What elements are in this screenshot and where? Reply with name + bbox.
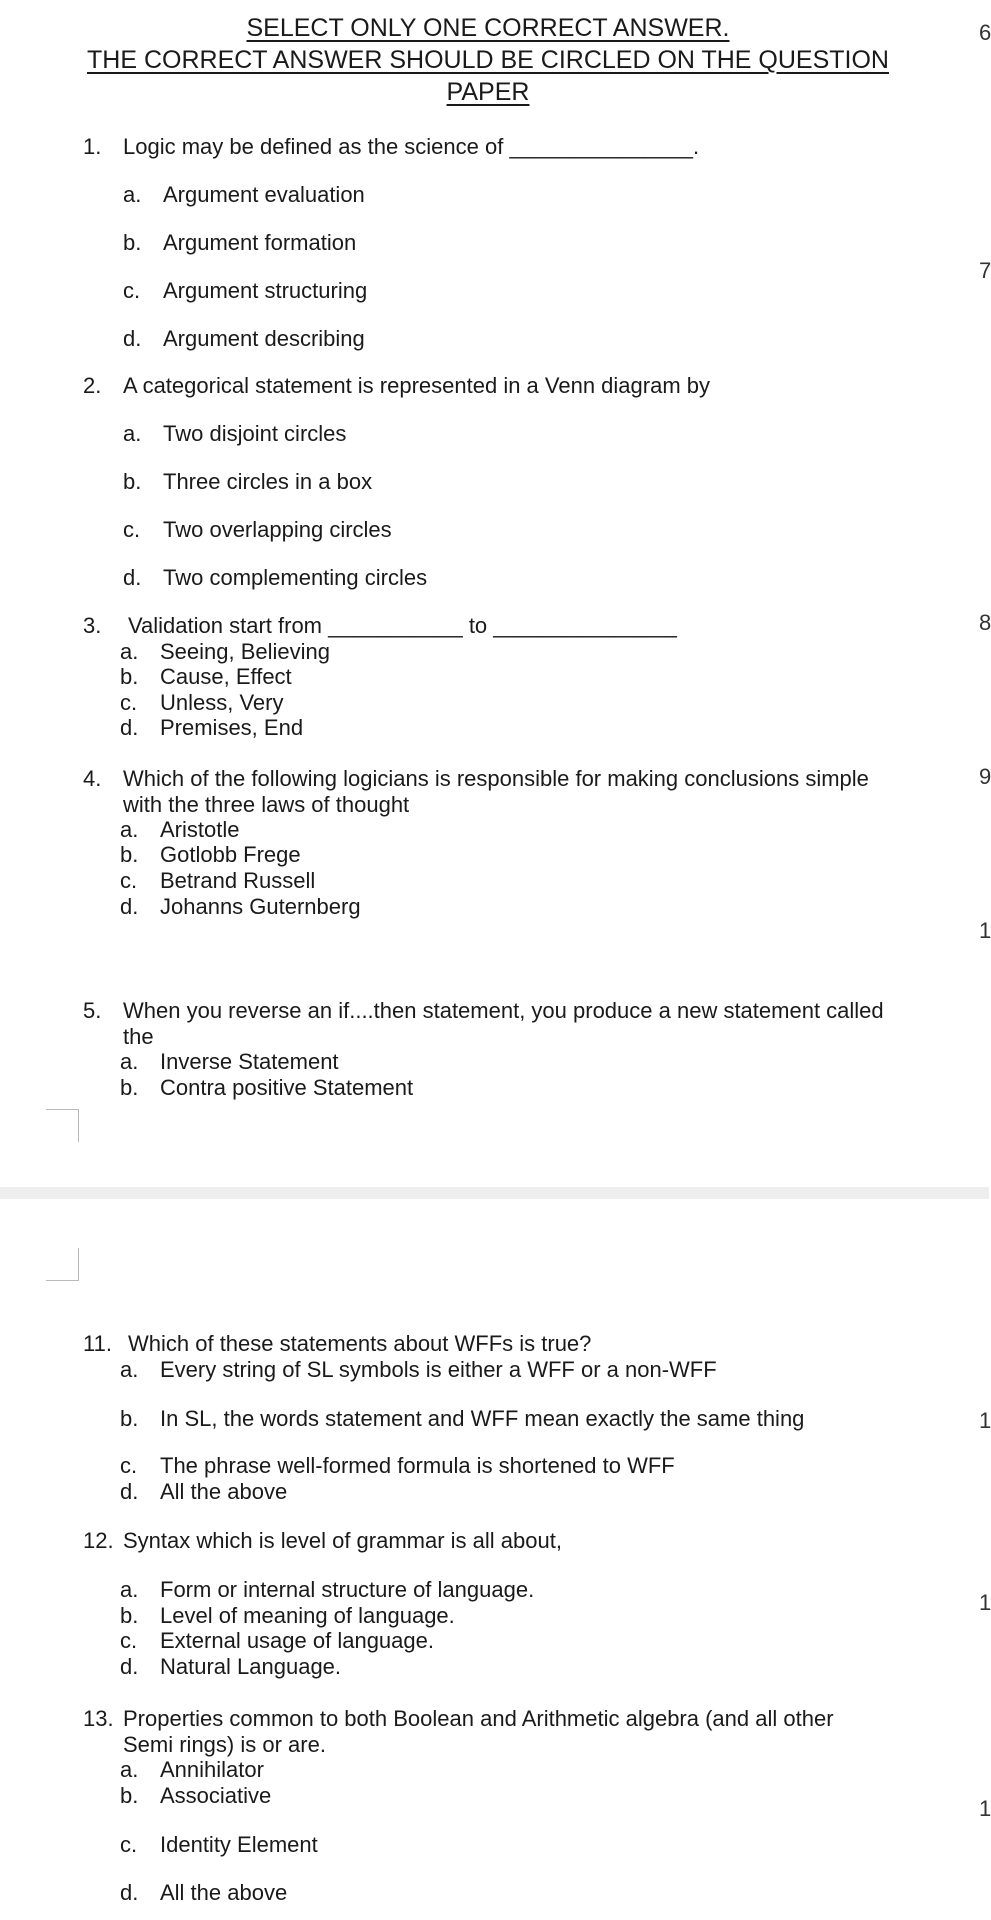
option-letter: d. bbox=[120, 894, 139, 919]
margin-mark: 1 bbox=[979, 1796, 991, 1821]
exam-instruction-line-2: THE CORRECT ANSWER SHOULD BE CIRCLED ON THE QUESTION bbox=[87, 46, 889, 74]
option-letter: d. bbox=[120, 715, 139, 740]
option-letter: b. bbox=[123, 230, 142, 255]
option-letter: c. bbox=[120, 1832, 138, 1857]
margin-mark: 6 bbox=[979, 20, 991, 45]
margin-mark: 9 bbox=[979, 764, 991, 789]
option-text: Form or internal structure of language. bbox=[160, 1577, 535, 1602]
option-letter: b. bbox=[120, 842, 139, 867]
option-text: Cause, Effect bbox=[160, 664, 292, 689]
option-text: Three circles in a box bbox=[163, 469, 373, 494]
option-text: Annihilator bbox=[160, 1757, 264, 1782]
option-letter: c. bbox=[123, 517, 141, 542]
option-letter: c. bbox=[120, 690, 138, 715]
question-text: Syntax which is level of grammar is all about, bbox=[123, 1528, 562, 1553]
option-text: External usage of language. bbox=[160, 1628, 434, 1653]
option-letter: d. bbox=[123, 326, 142, 351]
option-letter: c. bbox=[123, 278, 141, 303]
page-corner-mark bbox=[46, 1109, 79, 1142]
option-text: Level of meaning of language. bbox=[160, 1603, 455, 1628]
question-text: Validation start from ___________ to _______________ bbox=[128, 613, 677, 638]
option-letter: a. bbox=[120, 639, 139, 664]
option-text: Aristotle bbox=[160, 817, 240, 842]
option-letter: a. bbox=[123, 421, 142, 446]
question-number: 13. bbox=[83, 1706, 114, 1731]
question-text-continued: with the three laws of thought bbox=[123, 792, 410, 817]
question-text: Which of these statements about WFFs is true? bbox=[128, 1331, 592, 1356]
option-letter: d. bbox=[120, 1880, 139, 1905]
option-text: Betrand Russell bbox=[160, 868, 316, 893]
margin-mark: 1 bbox=[979, 918, 991, 943]
option-letter: d. bbox=[120, 1479, 139, 1504]
option-text: Every string of SL symbols is either a WFF or a non-WFF bbox=[160, 1357, 717, 1382]
option-letter: c. bbox=[120, 868, 138, 893]
option-text: Two overlapping circles bbox=[163, 517, 392, 542]
question-text-continued: Semi rings) is or are. bbox=[123, 1732, 326, 1757]
option-text: In SL, the words statement and WFF mean exactly the same thing bbox=[160, 1406, 805, 1431]
question-number: 3. bbox=[83, 613, 102, 638]
option-text: Identity Element bbox=[160, 1832, 318, 1857]
option-text: Premises, End bbox=[160, 715, 304, 740]
option-letter: d. bbox=[123, 565, 142, 590]
option-letter: a. bbox=[120, 1049, 139, 1074]
option-text: Inverse Statement bbox=[160, 1049, 339, 1074]
exam-instruction-line-1: SELECT ONLY ONE CORRECT ANSWER. bbox=[246, 14, 730, 42]
question-text-continued: the bbox=[123, 1024, 154, 1049]
option-text: Natural Language. bbox=[160, 1654, 342, 1679]
margin-mark: 7 bbox=[979, 258, 991, 283]
option-text: All the above bbox=[160, 1479, 288, 1504]
option-text: Argument describing bbox=[163, 326, 365, 351]
option-letter: a. bbox=[120, 817, 139, 842]
question-text: Properties common to both Boolean and Arithmetic algebra (and all other bbox=[123, 1706, 834, 1731]
option-text: Gotlobb Frege bbox=[160, 842, 301, 867]
option-text: Argument evaluation bbox=[163, 182, 365, 207]
option-letter: b. bbox=[123, 469, 142, 494]
exam-instruction-line-3: PAPER bbox=[446, 78, 530, 106]
option-text: Two disjoint circles bbox=[163, 421, 347, 446]
question-text: Logic may be defined as the science of _______________. bbox=[123, 134, 700, 159]
question-number: 11. bbox=[83, 1331, 112, 1356]
option-letter: b. bbox=[120, 664, 139, 689]
question-number: 4. bbox=[83, 766, 102, 791]
option-text: Two complementing circles bbox=[163, 565, 428, 590]
margin-mark: 1 bbox=[979, 1590, 991, 1615]
question-number: 1. bbox=[83, 134, 102, 159]
margin-mark: 1 bbox=[979, 1408, 991, 1433]
option-text: Associative bbox=[160, 1783, 272, 1808]
option-letter: a. bbox=[120, 1757, 139, 1782]
option-text: Seeing, Believing bbox=[160, 639, 331, 664]
question-text: Which of the following logicians is responsible for making conclusions simple bbox=[123, 766, 869, 791]
question-text: A categorical statement is represented in a Venn diagram by bbox=[123, 373, 711, 398]
option-letter: c. bbox=[120, 1453, 138, 1478]
option-text: Argument formation bbox=[163, 230, 357, 255]
option-text: All the above bbox=[160, 1880, 288, 1905]
option-letter: b. bbox=[120, 1603, 139, 1628]
option-text: Contra positive Statement bbox=[160, 1075, 414, 1100]
option-letter: a. bbox=[123, 182, 142, 207]
option-letter: a. bbox=[120, 1357, 139, 1382]
option-text: The phrase well-formed formula is shortened to WFF bbox=[160, 1453, 675, 1478]
option-letter: b. bbox=[120, 1075, 139, 1100]
option-letter: c. bbox=[120, 1628, 138, 1653]
option-text: Johanns Guternberg bbox=[160, 894, 361, 919]
question-number: 5. bbox=[83, 998, 102, 1023]
option-letter: a. bbox=[120, 1577, 139, 1602]
option-letter: b. bbox=[120, 1406, 139, 1431]
margin-mark: 8 bbox=[979, 610, 991, 635]
question-number: 2. bbox=[83, 373, 102, 398]
page-corner-mark bbox=[46, 1248, 79, 1281]
option-letter: d. bbox=[120, 1654, 139, 1679]
option-text: Argument structuring bbox=[163, 278, 368, 303]
option-text: Unless, Very bbox=[160, 690, 284, 715]
question-text: When you reverse an if....then statement, you produce a new statement called bbox=[123, 998, 884, 1023]
page-break-gap bbox=[0, 1187, 989, 1199]
question-number: 12. bbox=[83, 1528, 114, 1553]
option-letter: b. bbox=[120, 1783, 139, 1808]
